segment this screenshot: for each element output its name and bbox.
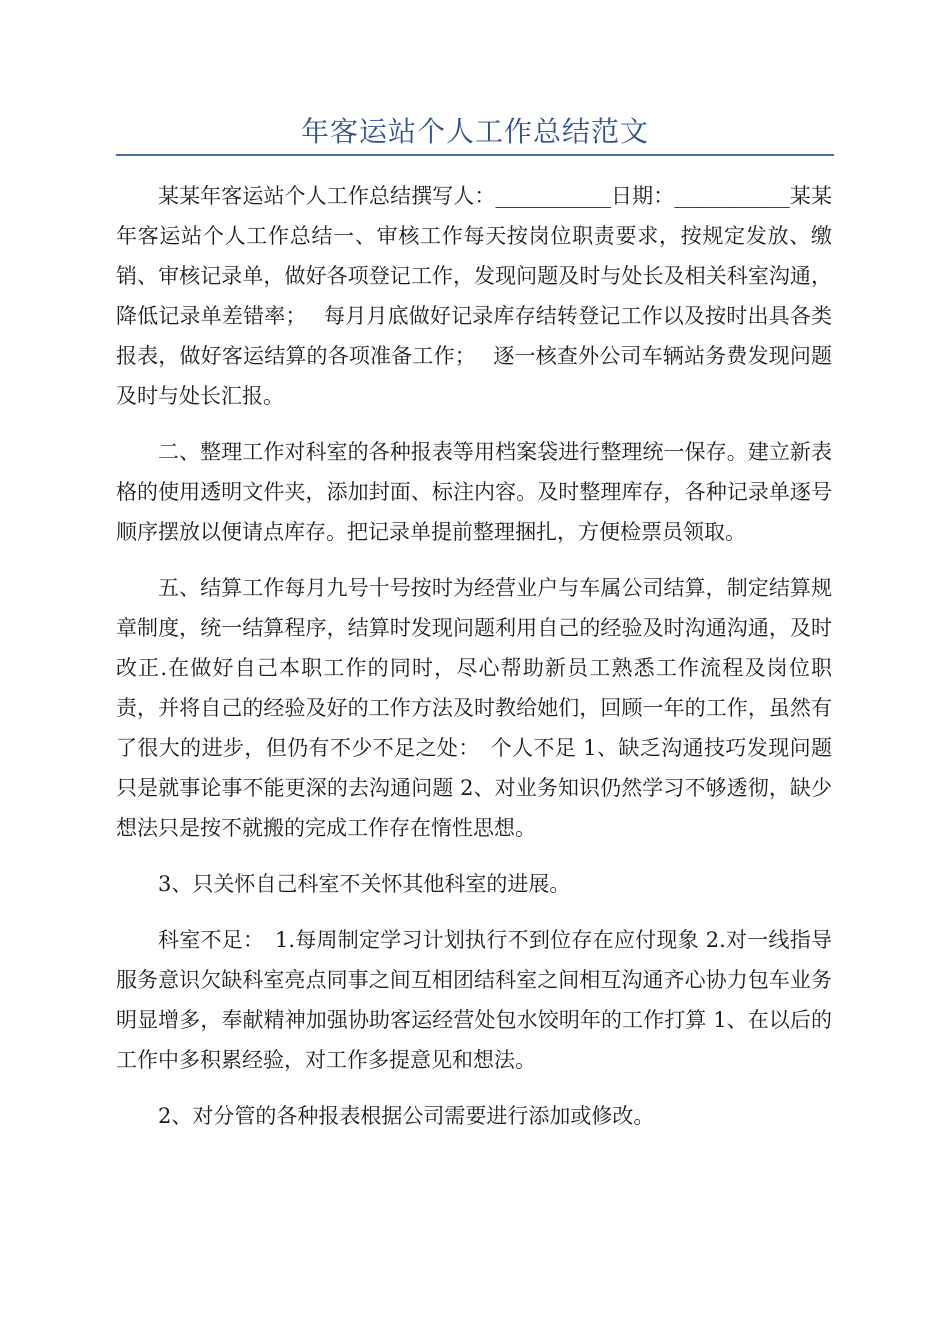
paragraph-settlement: 五、结算工作每月九号十号按时为经营业户与车属公司结算，制定结算规章制度，统一结算程序，结算时发现问题利用自己的经验及时沟通沟通，及时改正.在做好自己本职工作的同时，尽心帮助新员工熟悉工作流程及岗位职责，并将自己的经验及好的工作方法及时教给她们，回顾一年的工作，虽然有了很大的进步，但仍有不少不足之处： 个人不足 1、缺乏沟通技巧发现问题只是就事论事不能更深的去沟通问题 2、对业务知识仍然学习不够透彻，缺少想法只是按不就搬的完成工作存在惰性思想。 bbox=[116, 576, 832, 840]
paragraph-point-2: 2、对分管的各种报表根据公司需要进行添加或修改。 bbox=[158, 1104, 655, 1128]
paragraph-point-3: 3、只关怀自己科室不关怀其他科室的进展。 bbox=[158, 872, 571, 896]
paragraph-department-shortcomings: 科室不足： 1.每周制定学习计划执行不到位存在应付现象 2.对一线指导服务意识欠缺科室亮点同事之间互相团结科室之间相互沟通齐心协力包车业务明显增多，奉献精神加强协助客运经营处包水饺明年的工作打算 1、在以后的工作中多积累经验，对工作多提意见和想法。 bbox=[116, 928, 832, 1072]
paragraph-intro: 某某年客运站个人工作总结撰写人：___________日期：___________某某年客运站个人工作总结一、审核工作每天按岗位职责要求，按规定发放、缴销、审核记录单，做好各项登记工作，发现问题及时与处长及相关科室沟通，降低记录单差错率； 每月月底做好记录库存结转登记工作以及按时出具各类报表，做好客运结算的各项准备工作； 逐一核查外公司车辆站务费发现问题及时与处长汇报。 bbox=[116, 184, 832, 408]
paragraph-organizing: 二、整理工作对科室的各种报表等用档案袋进行整理统一保存。建立新表格的使用透明文件夹，添加封面、标注内容。及时整理库存，各种记录单逐号顺序摆放以便请点库存。把记录单提前整理捆扎，方便检票员领取。 bbox=[116, 440, 832, 544]
title-underline bbox=[116, 154, 834, 156]
document-title: 年客运站个人工作总结范文 bbox=[300, 115, 649, 148]
document-body bbox=[116, 176, 832, 1152]
